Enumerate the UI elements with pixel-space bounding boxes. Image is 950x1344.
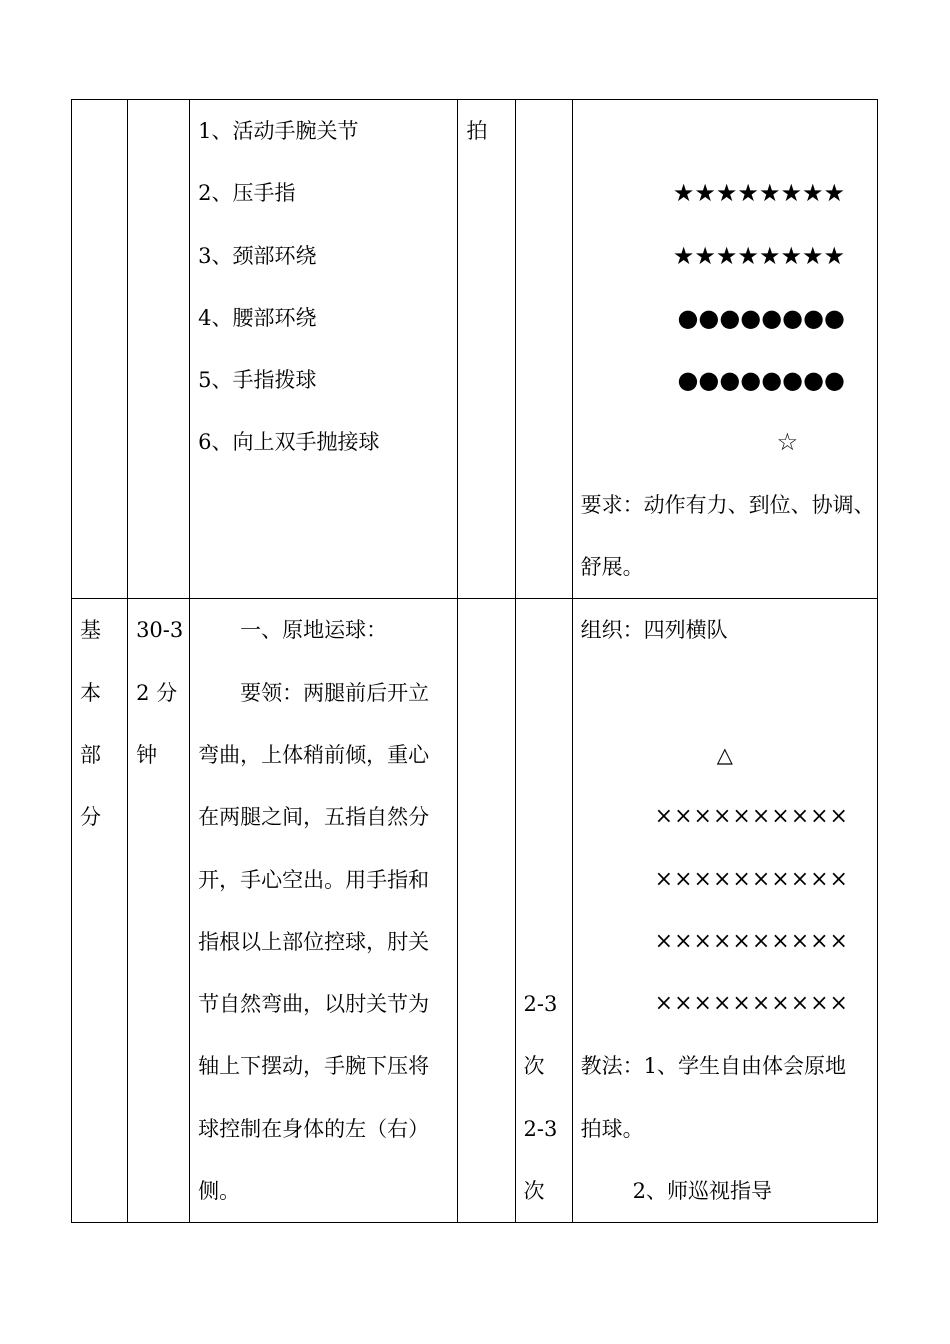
section-cell [72,100,128,599]
content-heading: 一、原地运球： [240,618,388,643]
formation-row: ★★★★★★★★ [672,241,845,270]
section-char: 基 [80,618,101,643]
activities-cell [190,100,458,599]
content-line: 轴上下摆动，手腕下压将 [198,1054,430,1079]
requirement-text: 舒展。 [580,555,644,580]
activity-item: 2、压手指 [198,181,296,206]
activity-item: 1、活动手腕关节 [198,119,359,143]
organization-title: 组织：四列横队 [580,618,728,643]
content-line: 侧。 [198,1179,241,1204]
formation-row: ●●●●●●●● [677,366,845,395]
count-unit: 拍 [466,119,488,143]
formation-cell [572,100,877,599]
student-row: ×××××××××× [654,804,849,830]
reps-text: 次 [523,1054,545,1079]
method-text: 拍球。 [580,1116,644,1141]
student-row: ×××××××××× [654,866,849,892]
count-cell [458,100,515,599]
warmup-row [72,100,878,599]
time-text: 30-3 [136,618,184,643]
content-line: 在两腿之间，五指自然分 [198,805,430,830]
reps-cell [515,599,572,1223]
activity-item: 6、向上双手抛接球 [198,430,380,455]
time-text: 2 分 [136,680,178,705]
content-line: 要领：两腿前后开立 [240,680,430,705]
content-line: 节自然弯曲，以肘关节为 [198,992,430,1017]
content-line: 指根以上部位控球，肘关 [198,929,430,954]
reps-text: 次 [523,1179,545,1204]
content-cell [190,599,458,1223]
time-text: 钟 [136,742,158,767]
time-cell [128,599,190,1223]
main-part-row [72,599,878,1223]
reps-text: 2-3 [523,992,558,1017]
section-char: 部 [80,742,101,767]
content-line: 开，手心空出。用手指和 [198,867,430,892]
reps-cell [515,100,572,599]
activity-item: 4、腰部环绕 [198,305,317,330]
content-line: 球控制在身体的左（右） [198,1116,430,1141]
activity-item: 3、颈部环绕 [198,243,317,268]
requirement-text: 要求：动作有力、到位、协调、 [580,492,875,517]
organization-cell [572,599,877,1223]
count-cell [458,599,515,1223]
content-line: 弯曲，上体稍前倾，重心 [198,742,430,767]
formation-row: ★★★★★★★★ [672,179,845,208]
student-row: ×××××××××× [654,928,849,954]
time-cell [128,100,190,599]
section-cell [72,599,128,1223]
method-text: 教法：1、学生自由体会原地 [580,1054,846,1079]
section-char: 本 [80,680,101,705]
teacher-star: ☆ [776,428,799,457]
method-text: 2、师巡视指导 [632,1179,772,1204]
teacher-triangle: △ [716,742,733,767]
reps-text: 2-3 [523,1116,558,1141]
formation-row: ●●●●●●●● [677,303,845,332]
section-char: 分 [80,805,101,830]
student-row: ×××××××××× [654,991,849,1017]
activity-item: 5、手指拨球 [198,368,317,393]
lesson-plan-table [71,99,878,1223]
